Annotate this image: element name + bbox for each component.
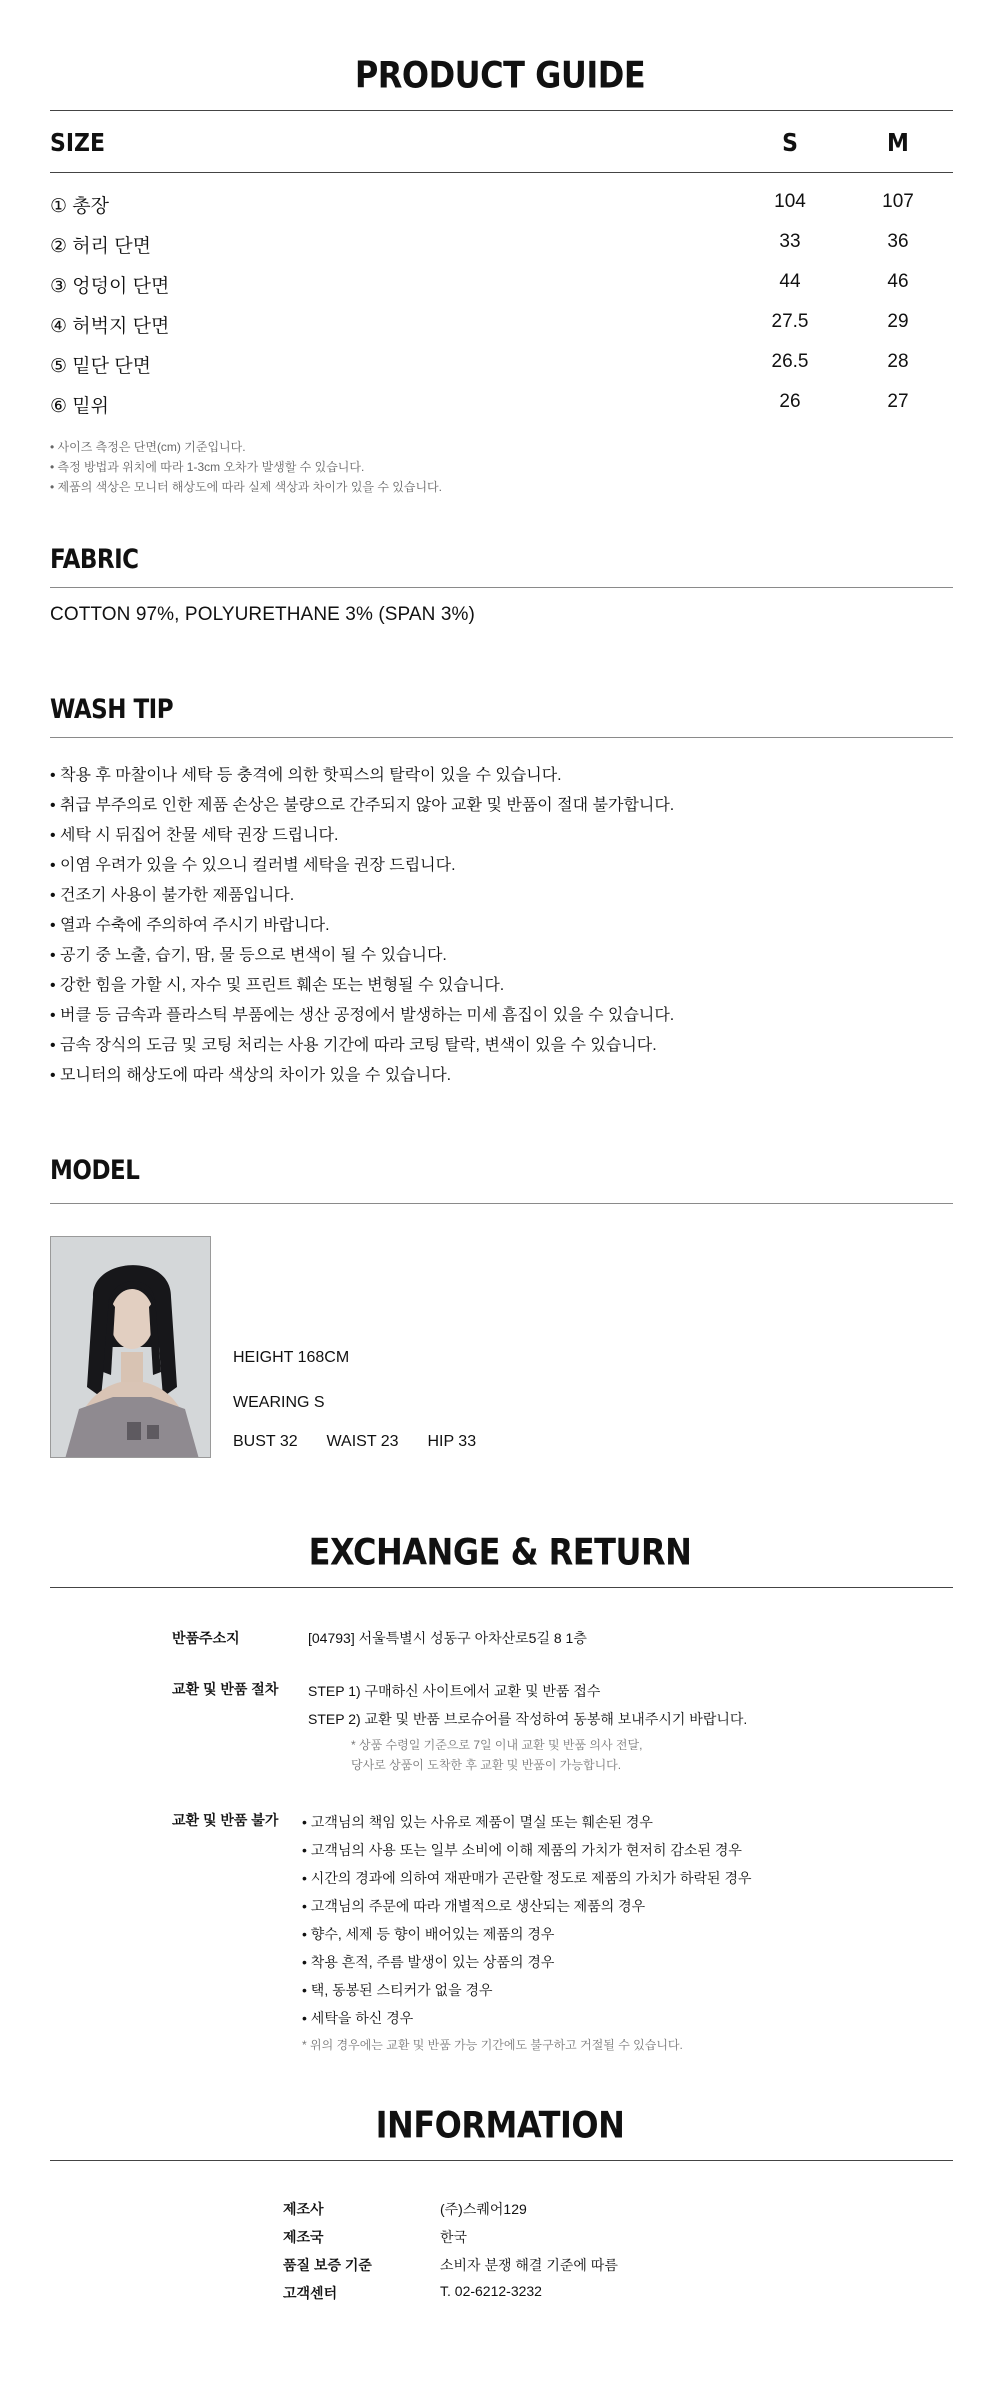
- measurement-name: ① 총장: [50, 196, 110, 217]
- divider: [50, 1203, 953, 1204]
- impossible-label: 교환 및 반품 불가: [172, 1812, 279, 1828]
- information-title: INFORMATION: [375, 2103, 625, 2147]
- measurement-name: ③ 엉덩이 단면: [50, 276, 170, 297]
- return-address: [04793] 서울특별시 성동구 아차산로5길 8 1층: [308, 1630, 587, 1646]
- model-waist: WAIST 23: [326, 1433, 399, 1450]
- size-row: [50, 191, 953, 221]
- measurement-m: 36: [887, 231, 909, 252]
- size-note: • 측정 방법과 위치에 따라 1-3cm 오차가 발생할 수 있습니다.: [50, 460, 365, 474]
- procedure-note: [351, 1735, 642, 1775]
- measurement-s: 26: [779, 391, 801, 412]
- list-item: • 강한 힘을 가할 시, 자수 및 프린트 훼손 또는 변형될 수 있습니다.: [50, 977, 505, 994]
- model-measurements: [233, 1433, 476, 1451]
- divider: [50, 587, 953, 588]
- wash-tip-title: WASH TIP: [50, 695, 174, 725]
- list-item: • 향수, 세제 등 향이 배어있는 제품의 경우: [302, 1926, 555, 1942]
- exchange-return-title: EXCHANGE & RETURN: [308, 1530, 692, 1574]
- list-item: • 착용 후 마찰이나 세탁 등 충격에 의한 핫픽스의 탈락이 있을 수 있습니다.: [50, 767, 562, 784]
- measurement-m: 107: [882, 191, 914, 212]
- measurement-name: ④ 허벅지 단면: [50, 316, 170, 337]
- fabric-composition: COTTON 97%, POLYURETHANE 3% (SPAN 3%): [50, 604, 475, 625]
- model-title: MODEL: [50, 1156, 140, 1186]
- list-item: • 고객님의 책임 있는 사유로 제품이 멸실 또는 훼손된 경우: [302, 1814, 653, 1830]
- size-row: [50, 231, 953, 261]
- info-value: 소비자 분쟁 해결 기준에 따름: [440, 2257, 618, 2273]
- list-item: • 착용 흔적, 주름 발생이 있는 상품의 경우: [302, 1954, 555, 1970]
- procedure-step-2: STEP 2) 교환 및 반품 브로슈어를 작성하여 동봉해 보내주시기 바랍니다.: [308, 1711, 748, 1727]
- size-row: [50, 351, 953, 381]
- info-value: 한국: [440, 2229, 468, 2245]
- model-height: HEIGHT 168CM: [233, 1349, 350, 1366]
- procedure-note-line: * 상품 수령일 기준으로 7일 이내 교환 및 반품 의사 전달,: [351, 1738, 643, 1752]
- measurement-s: 33: [779, 231, 801, 252]
- size-row: [50, 311, 953, 341]
- procedure-note-line: 당사로 상품이 도착한 후 교환 및 반품이 가능합니다.: [351, 1758, 622, 1772]
- list-item: • 택, 동봉된 스티커가 없을 경우: [302, 1982, 493, 1998]
- size-row: [50, 271, 953, 301]
- measurement-m: 29: [887, 311, 909, 332]
- model-bust: BUST 32: [233, 1433, 298, 1450]
- procedure-label: 교환 및 반품 절차: [172, 1681, 279, 1697]
- list-item: • 고객님의 주문에 따라 개별적으로 생산되는 제품의 경우: [302, 1898, 646, 1914]
- divider: [50, 1587, 953, 1588]
- list-item: • 공기 중 노출, 습기, 땀, 물 등으로 변색이 될 수 있습니다.: [50, 947, 447, 964]
- impossible-list: [302, 1808, 752, 2032]
- measurement-s: 104: [774, 191, 806, 212]
- measurement-m: 27: [887, 391, 909, 412]
- measurement-name: ② 허리 단면: [50, 236, 152, 257]
- measurement-s: 26.5: [771, 351, 809, 372]
- list-item: • 취급 부주의로 인한 제품 손상은 불량으로 간주되지 않아 교환 및 반품이 절대 불가합니다.: [50, 797, 675, 814]
- exchange-footnote: * 위의 경우에는 교환 및 반품 가능 기간에도 불구하고 거절될 수 있습니다.: [302, 2038, 683, 2052]
- list-item: • 버클 등 금속과 플라스틱 부품에는 생산 공정에서 발생하는 미세 흠집이 있을 수 있습니다.: [50, 1007, 675, 1024]
- measurement-m: 46: [887, 271, 909, 292]
- divider: [50, 172, 953, 173]
- measurement-name: ⑥ 밑위: [50, 396, 110, 417]
- info-label: 제조사: [283, 2201, 324, 2217]
- list-item: • 모니터의 해상도에 따라 색상의 차이가 있을 수 있습니다.: [50, 1067, 452, 1084]
- size-column-s: S: [782, 129, 798, 158]
- size-note: • 제품의 색상은 모니터 해상도에 따라 실제 색상과 차이가 있을 수 있습니다.: [50, 480, 442, 494]
- list-item: • 고객님의 사용 또는 일부 소비에 이해 제품의 가치가 현저히 감소된 경우: [302, 1842, 742, 1858]
- size-row: [50, 391, 953, 421]
- list-item: • 시간의 경과에 의하여 재판매가 곤란할 정도로 제품의 가치가 하락된 경우: [302, 1870, 752, 1886]
- measurement-m: 28: [887, 351, 909, 372]
- info-label: 제조국: [283, 2229, 324, 2245]
- fabric-title: FABRIC: [50, 545, 139, 575]
- wash-tip-list: [50, 761, 674, 1091]
- info-label: 품질 보증 기준: [283, 2257, 372, 2273]
- size-table-header: [50, 131, 953, 161]
- product-guide-title: PRODUCT GUIDE: [354, 53, 646, 97]
- procedure-step-1: STEP 1) 구매하신 사이트에서 교환 및 반품 접수: [308, 1683, 601, 1699]
- measurement-s: 27.5: [771, 311, 809, 332]
- size-header-label: SIZE: [50, 129, 106, 158]
- divider: [50, 2160, 953, 2161]
- list-item: • 금속 장식의 도금 및 코팅 처리는 사용 기간에 따라 코팅 탈락, 변색이 있을 수 있습니다.: [50, 1037, 657, 1054]
- list-item: • 열과 수축에 주의하여 주시기 바랍니다.: [50, 917, 330, 934]
- list-item: • 세탁 시 뒤집어 찬물 세탁 권장 드립니다.: [50, 827, 339, 844]
- info-label: 고객센터: [283, 2285, 338, 2301]
- size-column-m: M: [887, 129, 909, 158]
- model-hip: HIP 33: [427, 1433, 477, 1450]
- info-value: T. 02-6212-3232: [440, 2283, 542, 2299]
- model-wearing: WEARING S: [233, 1394, 325, 1411]
- size-notes: [50, 437, 442, 497]
- list-item: • 이염 우려가 있을 수 있으니 컬러별 세탁을 권장 드립니다.: [50, 857, 456, 874]
- measurement-s: 44: [779, 271, 801, 292]
- model-photo: [50, 1236, 211, 1458]
- return-address-label: 반품주소지: [172, 1630, 240, 1646]
- divider: [50, 737, 953, 738]
- divider: [50, 110, 953, 111]
- info-value: (주)스퀘어129: [440, 2201, 527, 2217]
- measurement-name: ⑤ 밑단 단면: [50, 356, 152, 377]
- list-item: • 세탁을 하신 경우: [302, 2010, 414, 2026]
- size-note: • 사이즈 측정은 단면(cm) 기준입니다.: [50, 440, 246, 454]
- list-item: • 건조기 사용이 불가한 제품입니다.: [50, 887, 295, 904]
